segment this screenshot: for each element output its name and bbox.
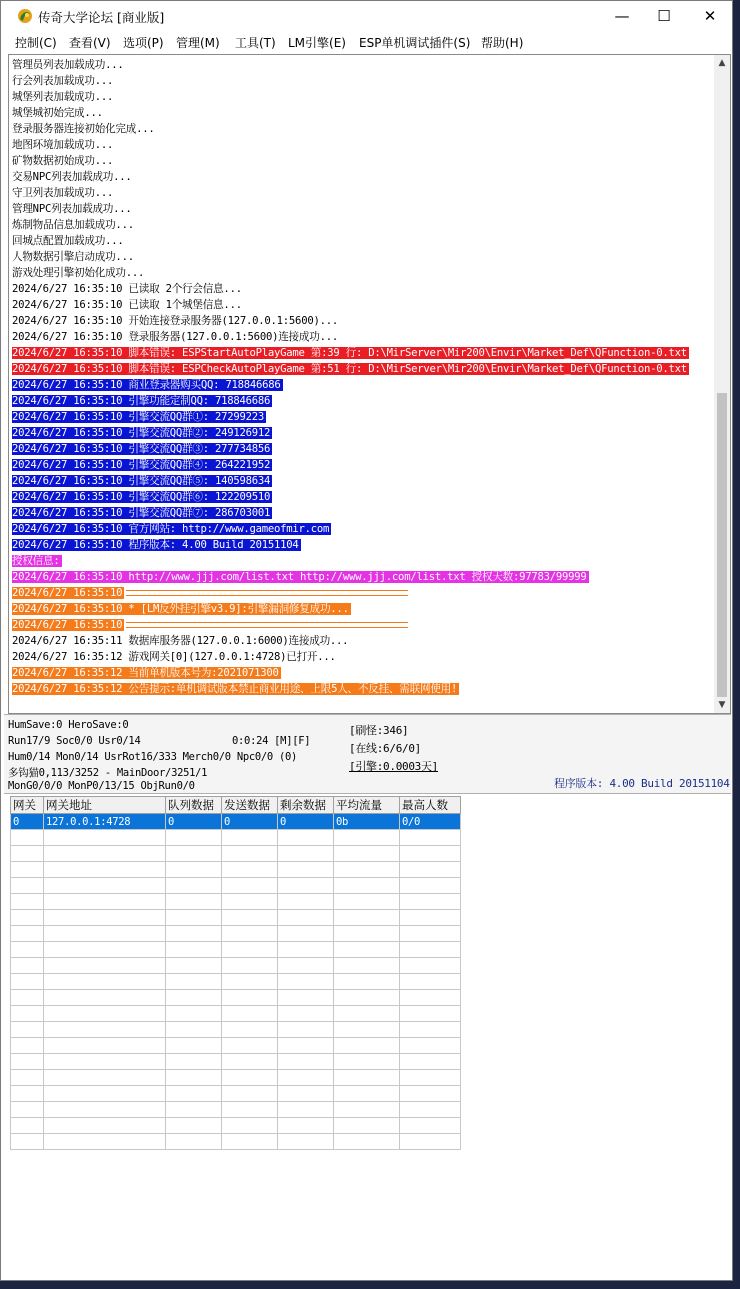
table-cell	[11, 1134, 44, 1150]
log-text: 2024/6/27 16:35:10 引擎交流QQ群④: 264221952	[12, 459, 271, 471]
table-cell	[278, 1054, 334, 1070]
table-cell	[400, 878, 461, 894]
maximize-button[interactable]	[641, 1, 687, 31]
table-cell	[44, 846, 166, 862]
table-cell	[222, 1054, 278, 1070]
log-line	[12, 105, 712, 121]
column-header[interactable]: 剩余数据	[278, 797, 334, 814]
table-cell	[11, 942, 44, 958]
table-cell	[400, 862, 461, 878]
table-cell	[222, 974, 278, 990]
table-cell	[44, 1022, 166, 1038]
app-logo-icon	[16, 7, 34, 25]
log-line	[12, 489, 712, 505]
table-cell	[11, 1086, 44, 1102]
table-cell	[278, 862, 334, 878]
log-text: 2024/6/27 16:35:10	[12, 619, 123, 631]
log-line	[12, 377, 712, 393]
log-line	[12, 313, 712, 329]
table-cell	[278, 958, 334, 974]
table-cell	[11, 1070, 44, 1086]
table-cell	[334, 942, 400, 958]
table-row[interactable]	[11, 814, 461, 830]
table-row-empty[interactable]	[11, 1070, 461, 1086]
table-cell	[222, 910, 278, 926]
table-cell	[278, 1102, 334, 1118]
log-line	[12, 57, 712, 73]
table-cell	[11, 878, 44, 894]
table-row-empty[interactable]	[11, 1006, 461, 1022]
table-cell	[166, 894, 222, 910]
table-cell	[11, 1006, 44, 1022]
log-line	[12, 89, 712, 105]
table-cell	[278, 910, 334, 926]
table-cell	[400, 974, 461, 990]
table-cell	[222, 862, 278, 878]
table-cell	[44, 1086, 166, 1102]
table-row-empty[interactable]	[11, 846, 461, 862]
table-cell	[222, 894, 278, 910]
table-row-empty[interactable]	[11, 1054, 461, 1070]
table-cell	[44, 894, 166, 910]
online-count: [在线:6/6/0]	[349, 742, 421, 755]
table-cell	[278, 1022, 334, 1038]
table-cell	[334, 1118, 400, 1134]
table-cell	[11, 830, 44, 846]
table-cell	[278, 878, 334, 894]
table-cell	[278, 1006, 334, 1022]
log-line	[12, 233, 712, 249]
table-row-empty[interactable]	[11, 974, 461, 990]
table-cell	[44, 990, 166, 1006]
close-button[interactable]	[687, 1, 733, 31]
scroll-up-icon[interactable]: ▲	[718, 58, 726, 68]
table-row-empty[interactable]	[11, 878, 461, 894]
separator-bar	[126, 590, 408, 596]
table-cell	[400, 910, 461, 926]
table-cell	[334, 974, 400, 990]
table-cell	[400, 942, 461, 958]
log-text: 矿物数据初始成功...	[12, 155, 114, 167]
table-cell	[222, 1102, 278, 1118]
title-bar[interactable]	[1, 1, 732, 31]
table-cell	[11, 926, 44, 942]
menu-lm-engine[interactable]: LM引擎(E)	[288, 36, 346, 50]
table-cell	[278, 974, 334, 990]
log-line	[12, 633, 712, 649]
log-line	[12, 121, 712, 137]
column-header[interactable]: 平均流量	[334, 797, 400, 814]
log-line	[12, 425, 712, 441]
table-cell	[166, 1102, 222, 1118]
table-cell	[44, 958, 166, 974]
log-line	[12, 153, 712, 169]
gateway-table-body	[11, 814, 461, 1150]
log-text: 授权信息:	[12, 555, 60, 567]
table-cell	[400, 926, 461, 942]
table-row-empty[interactable]	[11, 942, 461, 958]
table-cell	[11, 974, 44, 990]
table-cell	[166, 974, 222, 990]
table-cell	[400, 1070, 461, 1086]
table-cell	[166, 1022, 222, 1038]
table-cell	[166, 846, 222, 862]
table-cell	[334, 990, 400, 1006]
table-cell	[11, 1118, 44, 1134]
log-panel[interactable]	[8, 54, 731, 714]
table-cell	[400, 830, 461, 846]
table-cell	[400, 1038, 461, 1054]
minimize-icon: —	[614, 7, 630, 25]
log-text: 2024/6/27 16:35:10 引擎功能定制QQ: 718846686	[12, 395, 271, 407]
menu-help[interactable]: 帮助(H)	[481, 36, 524, 50]
table-cell	[334, 894, 400, 910]
table-cell	[400, 1022, 461, 1038]
log-text: 2024/6/27 16:35:10 引擎交流QQ群③: 277734856	[12, 443, 271, 455]
status-panel	[4, 714, 731, 794]
log-scrollbar[interactable]	[714, 55, 730, 713]
table-cell: 0/0	[400, 814, 461, 830]
table-cell: 0	[166, 814, 222, 830]
minimize-button[interactable]	[599, 1, 645, 31]
table-cell	[278, 894, 334, 910]
table-cell	[278, 1118, 334, 1134]
table-row-empty[interactable]	[11, 958, 461, 974]
log-text: 回城点配置加载成功...	[12, 235, 124, 247]
table-cell	[222, 830, 278, 846]
table-cell	[166, 926, 222, 942]
table-cell	[166, 1054, 222, 1070]
table-cell	[334, 1070, 400, 1086]
log-text: 2024/6/27 16:35:10 引擎交流QQ群①: 27299223	[12, 411, 265, 423]
log-text: 城堡列表加载成功...	[12, 91, 114, 103]
table-cell	[44, 1038, 166, 1054]
log-line	[12, 345, 712, 361]
table-cell	[334, 862, 400, 878]
table-cell	[400, 894, 461, 910]
log-line	[12, 281, 712, 297]
table-row-empty[interactable]	[11, 1086, 461, 1102]
log-text: 2024/6/27 16:35:10 引擎交流QQ群⑥: 122209510	[12, 491, 271, 503]
table-cell	[278, 846, 334, 862]
log-text: 管理NPC列表加载成功...	[12, 203, 132, 215]
log-text: 行会列表加载成功...	[12, 75, 114, 87]
table-cell	[11, 910, 44, 926]
table-cell	[400, 990, 461, 1006]
log-line	[12, 185, 712, 201]
table-cell	[400, 1102, 461, 1118]
table-cell	[222, 1086, 278, 1102]
program-version: 程序版本: 4.00 Build 20151104	[554, 777, 730, 790]
table-cell	[166, 1134, 222, 1150]
table-cell	[11, 862, 44, 878]
table-cell	[44, 862, 166, 878]
status-mon: MonG0/0/0 MonP0/13/15 ObjRun0/0	[8, 780, 195, 792]
table-cell	[278, 830, 334, 846]
log-text: 2024/6/27 16:35:10 引擎交流QQ群②: 249126912	[12, 427, 271, 439]
table-cell: 0	[11, 814, 44, 830]
separator-bar	[126, 622, 408, 628]
log-line	[12, 585, 712, 601]
log-text: 2024/6/27 16:35:10 官方网站: http://www.gameofmir.com	[12, 523, 330, 535]
menu-bar	[1, 31, 732, 53]
maximize-icon: ☐	[657, 7, 671, 25]
log-line	[12, 265, 712, 281]
table-row-empty[interactable]	[11, 1118, 461, 1134]
table-cell	[222, 958, 278, 974]
log-text: 登录服务器连接初始化完成...	[12, 123, 155, 135]
log-line	[12, 569, 712, 585]
table-cell	[400, 958, 461, 974]
log-line	[12, 329, 712, 345]
table-cell	[166, 1006, 222, 1022]
log-line	[12, 217, 712, 233]
table-cell	[44, 830, 166, 846]
menu-tools[interactable]: 工具(T)	[235, 36, 276, 50]
table-cell	[334, 878, 400, 894]
table-cell	[334, 1086, 400, 1102]
table-cell	[400, 846, 461, 862]
log-text: 守卫列表加载成功...	[12, 187, 114, 199]
table-cell: 0	[278, 814, 334, 830]
table-cell	[334, 910, 400, 926]
table-cell	[222, 1134, 278, 1150]
table-cell	[166, 990, 222, 1006]
table-cell	[11, 1038, 44, 1054]
engine-days[interactable]: [引擎:0.0003天]	[349, 760, 439, 773]
menu-view[interactable]: 查看(V)	[69, 36, 111, 50]
log-line	[12, 441, 712, 457]
log-line	[12, 537, 712, 553]
table-cell	[222, 990, 278, 1006]
table-row-empty[interactable]	[11, 1134, 461, 1150]
table-cell	[222, 878, 278, 894]
log-line	[12, 137, 712, 153]
log-line	[12, 521, 712, 537]
log-text: 交易NPC列表加载成功...	[12, 171, 132, 183]
table-cell	[166, 958, 222, 974]
gateway-table	[10, 796, 461, 1150]
column-header[interactable]: 队列数据	[166, 797, 222, 814]
table-cell	[222, 926, 278, 942]
log-list	[12, 57, 712, 697]
table-cell	[166, 830, 222, 846]
table-cell	[400, 1086, 461, 1102]
table-cell	[166, 862, 222, 878]
log-line	[12, 393, 712, 409]
status-save: HumSave:0 HeroSave:0	[8, 719, 129, 731]
refresh-monsters: [刷怪:346]	[349, 724, 409, 737]
table-cell	[222, 1118, 278, 1134]
menu-esp-plugin[interactable]: ESP单机调试插件(S)	[359, 36, 471, 50]
menu-control[interactable]: 控制(C)	[15, 36, 57, 50]
table-cell	[166, 1038, 222, 1054]
table-cell	[278, 1134, 334, 1150]
log-line	[12, 649, 712, 665]
table-cell	[44, 1006, 166, 1022]
table-cell	[11, 958, 44, 974]
table-cell	[334, 958, 400, 974]
table-cell	[11, 894, 44, 910]
log-line	[12, 505, 712, 521]
table-cell	[334, 926, 400, 942]
log-text: 2024/6/27 16:35:12 公告提示:单机调试版本禁止商业用途、上限5人、不反挂、需联网使用!	[12, 683, 458, 695]
table-cell	[11, 1054, 44, 1070]
table-row-empty[interactable]	[11, 830, 461, 846]
table-cell: 127.0.0.1:4728	[44, 814, 166, 830]
table-cell	[11, 990, 44, 1006]
log-text: 2024/6/27 16:35:12 游戏网关[0](127.0.0.1:4728)已打开...	[12, 651, 336, 663]
log-line	[12, 665, 712, 681]
log-text: 2024/6/27 16:35:10 已读取 1个城堡信息...	[12, 299, 242, 311]
log-line	[12, 553, 712, 569]
table-cell	[334, 1054, 400, 1070]
table-row-empty[interactable]	[11, 910, 461, 926]
table-cell	[400, 1006, 461, 1022]
table-cell	[44, 974, 166, 990]
status-map: 多钩猫0,113/3252 - MainDoor/3251/1	[8, 767, 208, 779]
scroll-down-icon[interactable]: ▼	[718, 700, 726, 710]
log-line	[12, 601, 712, 617]
table-cell	[278, 926, 334, 942]
table-cell	[400, 1134, 461, 1150]
table-cell	[334, 1102, 400, 1118]
table-cell	[334, 830, 400, 846]
log-text: 2024/6/27 16:35:10 http://www.jjj.com/list.txt http://www.jjj.com/list.txt 授权天数:97783/99999	[12, 571, 587, 583]
log-line	[12, 361, 712, 377]
column-header[interactable]: 最高人数	[400, 797, 461, 814]
table-cell	[400, 1054, 461, 1070]
log-text: 2024/6/27 16:35:10 商业登录器购买QQ: 718846686	[12, 379, 281, 391]
table-cell	[44, 1102, 166, 1118]
log-text: 2024/6/27 16:35:10 引擎交流QQ群⑦: 286703001	[12, 507, 271, 519]
log-text: 游戏处理引擎初始化成功...	[12, 267, 145, 279]
log-text: 2024/6/27 16:35:10	[12, 587, 123, 599]
log-text: 人物数据引擎启动成功...	[12, 251, 134, 263]
log-line	[12, 201, 712, 217]
table-cell: 0	[222, 814, 278, 830]
log-text: 2024/6/27 16:35:10 脚本错误: ESPStartAutoPlayGame 第:39 行: D:\MirServer\Mir200\Envir\Market_Def\QFunction-0.txt	[12, 347, 687, 359]
table-cell	[334, 1134, 400, 1150]
table-cell	[166, 1070, 222, 1086]
table-header-row	[11, 797, 461, 814]
log-text: 2024/6/27 16:35:10 引擎交流QQ群⑤: 140598634	[12, 475, 271, 487]
table-cell	[278, 1086, 334, 1102]
table-cell	[166, 1086, 222, 1102]
log-line	[12, 617, 712, 633]
column-header[interactable]: 发送数据	[222, 797, 278, 814]
status-time: 0:0:24 [M][F]	[232, 735, 311, 747]
log-text: 2024/6/27 16:35:10 脚本错误: ESPCheckAutoPlayGame 第:51 行: D:\MirServer\Mir200\Envir\Market_Def\QFunction-0.txt	[12, 363, 687, 375]
table-row-empty[interactable]	[11, 1038, 461, 1054]
table-cell	[400, 1118, 461, 1134]
table-cell	[222, 1070, 278, 1086]
table-cell	[166, 1118, 222, 1134]
table-row-empty[interactable]	[11, 862, 461, 878]
log-text: 管理员列表加载成功...	[12, 59, 124, 71]
log-text: 地图环境加载成功...	[12, 139, 114, 151]
table-row-empty[interactable]	[11, 990, 461, 1006]
table-cell	[222, 1022, 278, 1038]
table-row-empty[interactable]	[11, 894, 461, 910]
menu-manage[interactable]: 管理(M)	[176, 36, 220, 50]
log-line	[12, 73, 712, 89]
log-line	[12, 473, 712, 489]
status-hum: Hum0/14 Mon0/14 UsrRot16/333 Merch0/0 Npc0/0 (0)	[8, 751, 298, 763]
log-text: 2024/6/27 16:35:10 开始连接登录服务器(127.0.0.1:5600)...	[12, 315, 338, 327]
table-cell	[11, 846, 44, 862]
table-cell: 0b	[334, 814, 400, 830]
table-row-empty[interactable]	[11, 1022, 461, 1038]
log-text: 城堡城初始完成...	[12, 107, 103, 119]
table-cell	[44, 910, 166, 926]
table-cell	[222, 1038, 278, 1054]
table-cell	[222, 846, 278, 862]
menu-options[interactable]: 选项(P)	[123, 36, 164, 50]
log-text: 2024/6/27 16:35:10 程序版本: 4.00 Build 20151104	[12, 539, 299, 551]
log-text: 2024/6/27 16:35:10 * [LM反外挂引擎v3.9]:引擎漏洞修复成功...	[12, 603, 349, 615]
log-text: 2024/6/27 16:35:11 数据库服务器(127.0.0.1:6000)连接成功...	[12, 635, 349, 647]
log-line	[12, 409, 712, 425]
log-text: 2024/6/27 16:35:12 当前单机版本号为:2021071300	[12, 667, 279, 679]
log-line	[12, 297, 712, 313]
table-cell	[166, 878, 222, 894]
table-row-empty[interactable]	[11, 926, 461, 942]
table-cell	[222, 942, 278, 958]
log-text: 2024/6/27 16:35:10 登录服务器(127.0.0.1:5600)连接成功...	[12, 331, 338, 343]
table-cell	[44, 878, 166, 894]
table-cell	[334, 846, 400, 862]
column-header[interactable]: 网关	[11, 797, 44, 814]
scroll-thumb[interactable]	[717, 393, 727, 697]
table-cell	[11, 1022, 44, 1038]
table-cell	[278, 990, 334, 1006]
table-cell	[44, 1134, 166, 1150]
log-line	[12, 249, 712, 265]
table-cell	[334, 1006, 400, 1022]
table-cell	[44, 926, 166, 942]
column-header[interactable]: 网关地址	[44, 797, 166, 814]
log-text: 2024/6/27 16:35:10 已读取 2个行会信息...	[12, 283, 242, 295]
table-cell	[44, 942, 166, 958]
table-cell	[278, 1038, 334, 1054]
log-line	[12, 681, 712, 697]
log-line	[12, 169, 712, 185]
table-cell	[334, 1022, 400, 1038]
close-icon: ✕	[703, 7, 717, 25]
table-cell	[334, 1038, 400, 1054]
table-cell	[44, 1054, 166, 1070]
log-line	[12, 457, 712, 473]
table-row-empty[interactable]	[11, 1102, 461, 1118]
table-cell	[44, 1118, 166, 1134]
window-title: 传奇大学论坛 [商业版]	[38, 10, 165, 25]
table-cell	[11, 1102, 44, 1118]
table-cell	[44, 1070, 166, 1086]
table-cell	[278, 942, 334, 958]
log-text: 炼制物品信息加载成功...	[12, 219, 134, 231]
table-cell	[278, 1070, 334, 1086]
table-cell	[222, 1006, 278, 1022]
status-run: Run17/9 Soc0/0 Usr0/14	[8, 735, 141, 747]
table-cell	[166, 942, 222, 958]
table-cell	[166, 910, 222, 926]
